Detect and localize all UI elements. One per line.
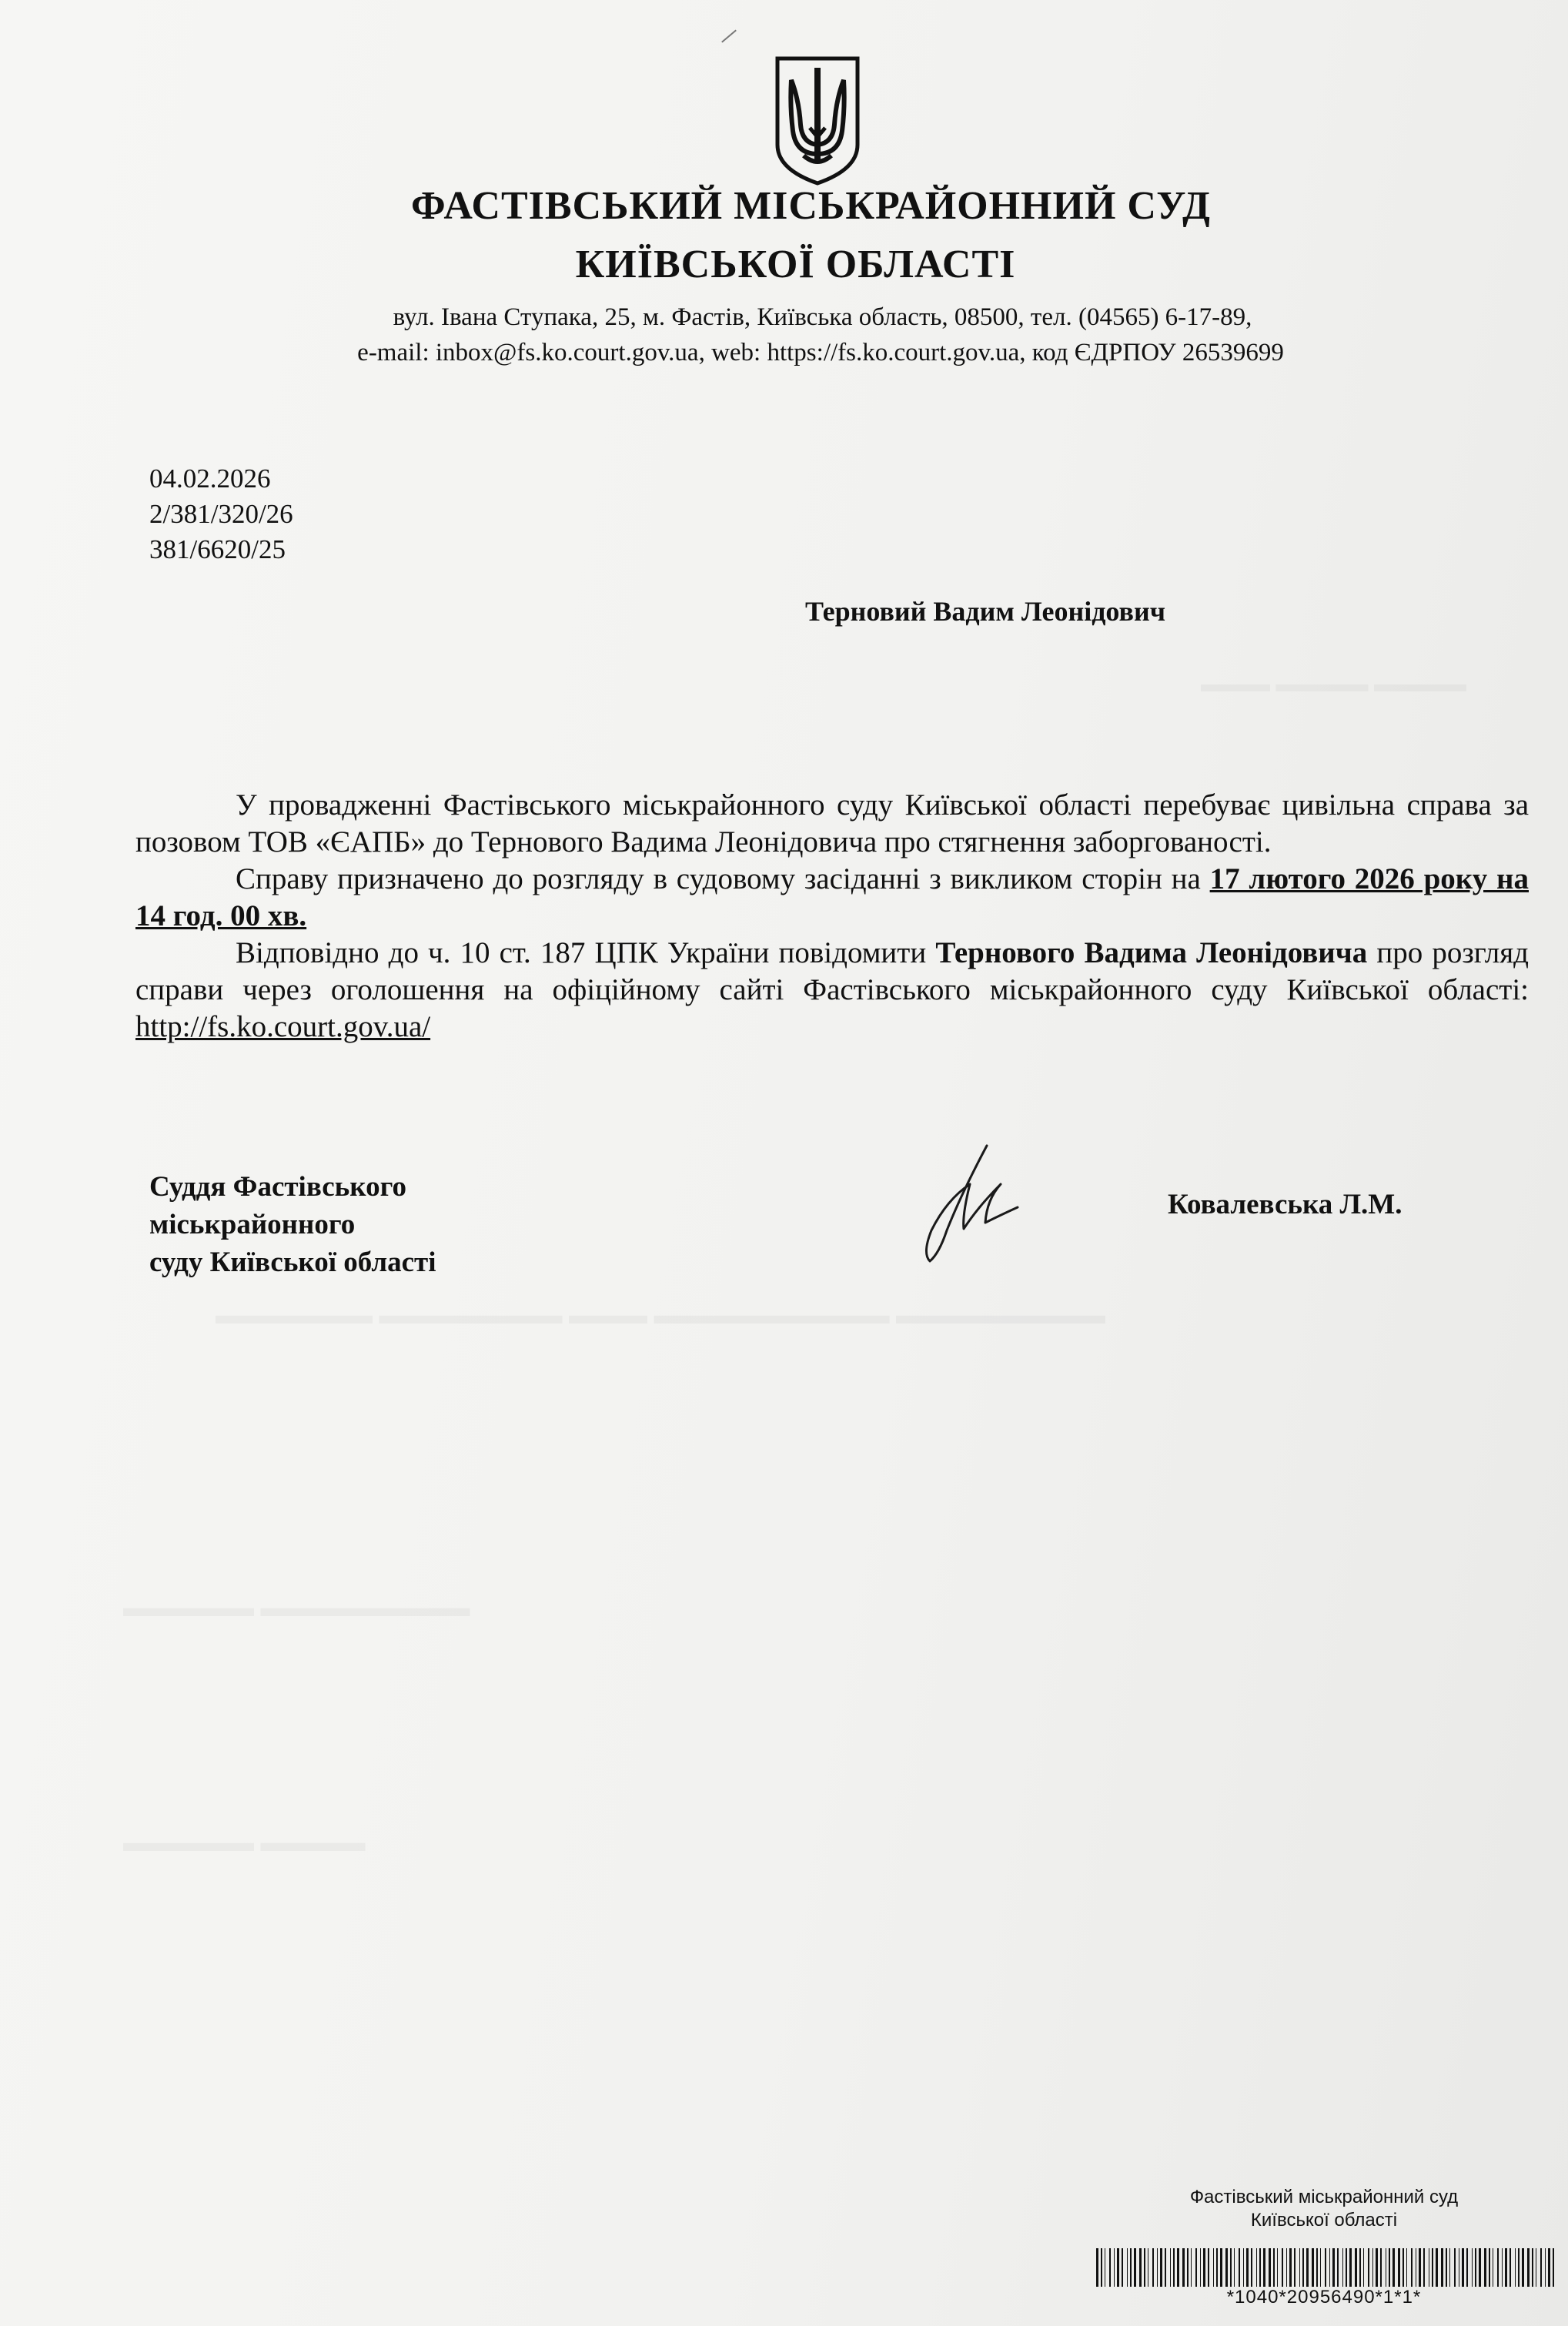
judge-title	[149, 1168, 436, 1281]
recipient-name: Терновий Вадим Леонідович	[805, 596, 1165, 627]
barcode-bar	[1243, 2248, 1244, 2287]
barcode-bar	[1312, 2248, 1314, 2287]
barcode-bar	[1134, 2248, 1136, 2287]
court-address: вул. Івана Ступака, 25, м. Фастів, Київська область, 08500, тел. (04565) 6-17-89,	[393, 303, 1252, 331]
stamp-line1: Фастівський міськрайонний суд	[1189, 2187, 1459, 2207]
barcode-bar	[1509, 2248, 1511, 2287]
barcode-bar	[1446, 2248, 1447, 2287]
barcode-bar	[1332, 2248, 1335, 2287]
barcode-bar	[1117, 2248, 1119, 2287]
barcode-bar	[1165, 2248, 1166, 2287]
case-number: 381/6620/25	[149, 534, 286, 564]
barcode-bar	[1306, 2248, 1309, 2287]
barcode-bar	[1337, 2248, 1339, 2287]
barcode-bar	[1320, 2248, 1321, 2287]
court-website-link[interactable]: http://fs.ko.court.gov.ua/	[135, 1010, 431, 1043]
barcode-bar	[1122, 2248, 1123, 2287]
barcode-bar	[1349, 2248, 1352, 2287]
paragraph-notice	[135, 935, 1529, 1046]
hearing-text: Справу призначено до розгляду в судовому засіданні з викликом сторін на	[236, 862, 1210, 895]
barcode-bar	[1342, 2248, 1343, 2287]
barcode-bar	[1406, 2248, 1407, 2287]
barcode-bar	[1432, 2248, 1433, 2287]
barcode-bar	[1251, 2248, 1252, 2287]
barcode-bar	[1389, 2248, 1390, 2287]
barcode-bar	[1286, 2248, 1287, 2287]
barcode-bar	[1441, 2248, 1443, 2287]
barcode-bar	[1239, 2248, 1240, 2287]
bleed-through-text: ▬▬▬ ▬▬▬▬ ▬▬▬▬	[1201, 671, 1466, 697]
barcode-bar	[1449, 2248, 1450, 2287]
outgoing-number: 2/381/320/26	[149, 499, 293, 529]
paragraph-hearing	[135, 861, 1529, 935]
barcode-bar	[1489, 2248, 1490, 2287]
barcode-bar	[1359, 2248, 1361, 2287]
barcode-bar	[1515, 2248, 1516, 2287]
barcode-bar	[1302, 2248, 1304, 2287]
barcode-bar	[1208, 2248, 1209, 2287]
barcode-bar	[1355, 2248, 1357, 2287]
barcode-bar	[1152, 2248, 1154, 2287]
pen-mark	[721, 30, 737, 43]
barcode-bar	[1187, 2248, 1189, 2287]
barcode-bar	[1316, 2248, 1318, 2287]
barcode-bar	[1502, 2248, 1503, 2287]
barcode-bar	[1411, 2248, 1413, 2287]
barcode-bar	[1220, 2248, 1222, 2287]
barcode-bar	[1372, 2248, 1373, 2287]
handwritten-signature-icon	[916, 1138, 1031, 1269]
barcode-bar	[1419, 2248, 1421, 2287]
barcode-bar	[1216, 2248, 1218, 2287]
paragraph-proceedings: У провадженні Фастівського міськрайонного суду Київської області перебуває цивільна справа за позовом ТОВ «ЄАПБ» до Тернового Вадима Леонідовича про стягнення заборгованості.	[135, 788, 1529, 858]
barcode-bar	[1234, 2248, 1235, 2287]
court-name-line1: ФАСТІВСЬКИЙ МІСЬКРАЙОННИЙ СУД	[411, 184, 1211, 228]
barcode-bar	[1096, 2248, 1098, 2287]
barcode-bar	[1392, 2248, 1395, 2287]
bleed-through-text: ▬▬▬▬▬ ▬▬▬▬▬▬▬▬	[123, 1594, 470, 1622]
barcode-bar	[1540, 2248, 1542, 2287]
barcode-bar	[1436, 2248, 1438, 2287]
barcode-bar	[1177, 2248, 1179, 2287]
barcode-bar	[1157, 2248, 1158, 2287]
barcode-bar	[1246, 2248, 1249, 2287]
barcode-bar	[1263, 2248, 1265, 2287]
barcode-bar	[1553, 2248, 1554, 2287]
barcode-bar	[1532, 2248, 1533, 2287]
barcode-bar	[1472, 2248, 1473, 2287]
barcode-bar	[1380, 2248, 1382, 2287]
barcode-bar	[1101, 2248, 1102, 2287]
barcode-bar	[1213, 2248, 1214, 2287]
coat-of-arms-icon	[773, 54, 862, 186]
barcode-bar	[1475, 2248, 1476, 2287]
barcode-bar	[1195, 2248, 1197, 2287]
barcode-bar	[1127, 2248, 1128, 2287]
barcode-bar	[1139, 2248, 1142, 2287]
barcode-bar	[1200, 2248, 1201, 2287]
judge-title-line2: міськрайонного	[149, 1209, 356, 1240]
barcode-bar	[1497, 2248, 1499, 2287]
barcode-bar	[1527, 2248, 1530, 2287]
barcode-bar	[1545, 2248, 1546, 2287]
barcode-bar	[1160, 2248, 1162, 2287]
barcode-bar	[1109, 2248, 1111, 2287]
barcode-bar	[1277, 2248, 1278, 2287]
defendant-name: Тернового Вадима Леонідовича	[935, 936, 1368, 969]
barcode-bar	[1548, 2248, 1550, 2287]
barcode-bar	[1403, 2248, 1404, 2287]
barcode-bar	[1173, 2248, 1175, 2287]
barcode-bar	[1454, 2248, 1456, 2287]
letter-body	[135, 787, 1529, 1046]
barcode-bar	[1479, 2248, 1481, 2287]
barcode-bar	[1114, 2248, 1115, 2287]
barcode-bar	[1170, 2248, 1171, 2287]
barcode-bar	[1329, 2248, 1330, 2287]
barcode-bar	[1203, 2248, 1205, 2287]
barcode-bar	[1259, 2248, 1261, 2287]
barcode-bar	[1484, 2248, 1486, 2287]
barcode-bar	[1282, 2248, 1283, 2287]
barcode-bar	[1423, 2248, 1425, 2287]
barcode-bar	[1182, 2248, 1185, 2287]
barcode-bar	[1294, 2248, 1296, 2287]
bleed-through-text: ▬▬▬▬▬▬ ▬▬▬▬▬▬▬ ▬▬▬ ▬▬▬▬▬▬▬▬▬ ▬▬▬▬▬▬▬▬	[216, 1301, 1105, 1330]
court-contacts: e-mail: inbox@fs.ko.court.gov.ua, web: https://fs.ko.court.gov.ua, код ЄДРПОУ 26539699	[357, 339, 1284, 366]
bleed-through-text: ▬▬▬▬▬ ▬▬▬▬	[123, 1829, 366, 1857]
barcode-bar	[1518, 2248, 1520, 2287]
barcode-bar	[1368, 2248, 1369, 2287]
barcode-bar	[1144, 2248, 1145, 2287]
signer-name: Ковалевська Л.М.	[1168, 1189, 1403, 1220]
barcode-bar	[1522, 2248, 1524, 2287]
barcode-bar	[1256, 2248, 1257, 2287]
barcode-bar	[1299, 2248, 1300, 2287]
document-date: 04.02.2026	[149, 464, 271, 494]
judge-title-line3: суду Київської області	[149, 1247, 436, 1278]
barcode-bar	[1289, 2248, 1292, 2287]
barcode-bar	[1325, 2248, 1326, 2287]
barcode-bar	[1273, 2248, 1275, 2287]
barcode-bar	[1505, 2248, 1507, 2287]
barcode-bar	[1363, 2248, 1364, 2287]
barcode-text: *1040*20956490*1*1*	[1226, 2287, 1422, 2308]
barcode-bar	[1346, 2248, 1347, 2287]
notice-text: Відповідно до ч. 10 ст. 187 ЦПК України повідомити	[236, 936, 936, 969]
barcode-bar	[1225, 2248, 1228, 2287]
barcode-bar	[1466, 2248, 1468, 2287]
barcode-bar	[1376, 2248, 1378, 2287]
barcode	[1095, 2248, 1556, 2287]
barcode-bar	[1269, 2248, 1271, 2287]
barcode-bar	[1230, 2248, 1232, 2287]
stamp-line2: Київської області	[1250, 2210, 1398, 2231]
barcode-bar	[1462, 2248, 1464, 2287]
notice-text-cont: про розгляд справи через оголошення на офіційному сайті Фастівського міськрайонного суду Київської області:	[135, 936, 1530, 1006]
barcode-bar	[1398, 2248, 1400, 2287]
barcode-bar	[1191, 2248, 1192, 2287]
hearing-datetime: 17 лютого 2026 року на 14 год. 00 хв.	[135, 862, 1529, 932]
judge-title-line1: Суддя Фастівського	[149, 1171, 406, 1203]
court-name-line2: КИЇВСЬКОЇ ОБЛАСТІ	[575, 243, 1016, 286]
barcode-bar	[1130, 2248, 1132, 2287]
